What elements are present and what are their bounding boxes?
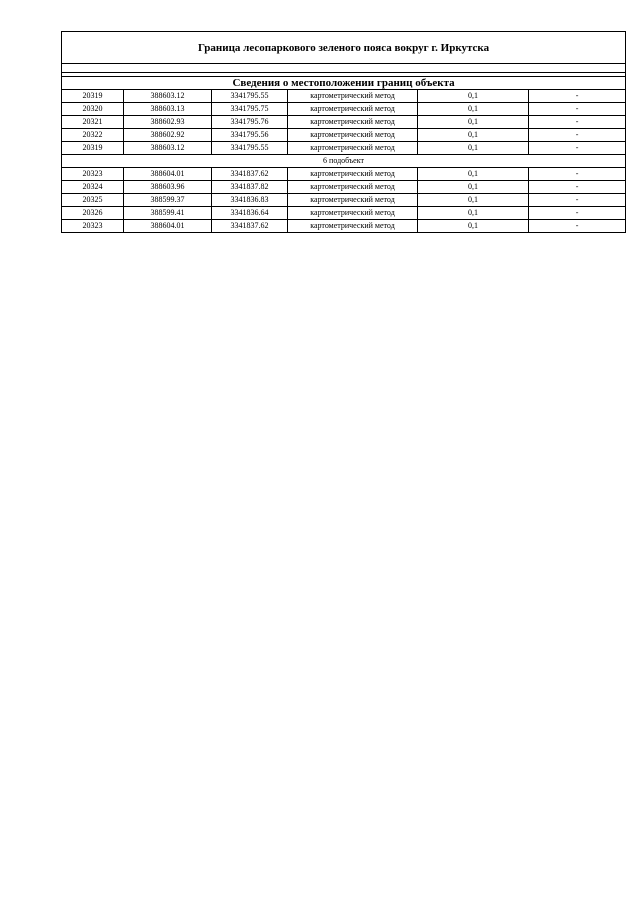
- document-title: Граница лесопаркового зеленого пояса вокруг г. Иркутска: [62, 32, 626, 64]
- table-row: [62, 103, 626, 116]
- method-cell: картометрический метод: [288, 181, 418, 194]
- y-coordinate-cell: 3341795.75: [212, 103, 288, 116]
- accuracy-cell: 0,1: [418, 168, 529, 181]
- point-number-cell: 20319: [62, 90, 124, 103]
- document-page: [61, 31, 625, 233]
- x-coordinate-cell: 388603.13: [124, 103, 212, 116]
- point-number-cell: 20321: [62, 116, 124, 129]
- accuracy-cell: 0,1: [418, 90, 529, 103]
- x-coordinate-cell: 388604.01: [124, 168, 212, 181]
- table-row: [62, 116, 626, 129]
- method-cell: картометрический метод: [288, 103, 418, 116]
- x-coordinate-cell: 388603.12: [124, 142, 212, 155]
- method-cell: картометрический метод: [288, 129, 418, 142]
- accuracy-cell: 0,1: [418, 207, 529, 220]
- description-cell: -: [529, 194, 626, 207]
- description-cell: -: [529, 103, 626, 116]
- description-cell: -: [529, 207, 626, 220]
- y-coordinate-cell: 3341837.82: [212, 181, 288, 194]
- table-row: [62, 142, 626, 155]
- y-coordinate-cell: 3341837.62: [212, 168, 288, 181]
- method-cell: картометрический метод: [288, 194, 418, 207]
- description-cell: -: [529, 90, 626, 103]
- x-coordinate-cell: 388602.92: [124, 129, 212, 142]
- description-cell: -: [529, 168, 626, 181]
- method-cell: картометрический метод: [288, 168, 418, 181]
- table-row: [62, 194, 626, 207]
- method-cell: картометрический метод: [288, 220, 418, 233]
- description-cell: -: [529, 116, 626, 129]
- point-number-cell: 20322: [62, 129, 124, 142]
- table-row: [62, 207, 626, 220]
- table-row: [62, 220, 626, 233]
- x-coordinate-cell: 388604.01: [124, 220, 212, 233]
- y-coordinate-cell: 3341795.56: [212, 129, 288, 142]
- description-cell: -: [529, 181, 626, 194]
- x-coordinate-cell: 388599.41: [124, 207, 212, 220]
- y-coordinate-cell: 3341836.83: [212, 194, 288, 207]
- accuracy-cell: 0,1: [418, 142, 529, 155]
- point-number-cell: 20323: [62, 220, 124, 233]
- x-coordinate-cell: 388599.37: [124, 194, 212, 207]
- table-row: [62, 181, 626, 194]
- description-cell: -: [529, 142, 626, 155]
- point-number-cell: 20324: [62, 181, 124, 194]
- description-cell: -: [529, 220, 626, 233]
- table-row: [62, 90, 626, 103]
- point-number-cell: 20320: [62, 103, 124, 116]
- accuracy-cell: 0,1: [418, 220, 529, 233]
- x-coordinate-cell: 388602.93: [124, 116, 212, 129]
- method-cell: картометрический метод: [288, 90, 418, 103]
- description-cell: -: [529, 129, 626, 142]
- table-row: [62, 129, 626, 142]
- boundary-table: [61, 31, 626, 233]
- point-number-cell: 20326: [62, 207, 124, 220]
- subobject-row: [62, 155, 626, 168]
- y-coordinate-cell: 3341795.76: [212, 116, 288, 129]
- point-number-cell: 20323: [62, 168, 124, 181]
- blank-row: [62, 64, 626, 73]
- section-title: Сведения о местоположении границ объекта: [62, 77, 626, 90]
- y-coordinate-cell: 3341795.55: [212, 90, 288, 103]
- y-coordinate-cell: 3341836.64: [212, 207, 288, 220]
- point-number-cell: 20319: [62, 142, 124, 155]
- x-coordinate-cell: 388603.96: [124, 181, 212, 194]
- accuracy-cell: 0,1: [418, 181, 529, 194]
- subobject-label: 6 подобъект: [62, 155, 626, 168]
- method-cell: картометрический метод: [288, 116, 418, 129]
- accuracy-cell: 0,1: [418, 194, 529, 207]
- y-coordinate-cell: 3341837.62: [212, 220, 288, 233]
- accuracy-cell: 0,1: [418, 129, 529, 142]
- x-coordinate-cell: 388603.12: [124, 90, 212, 103]
- y-coordinate-cell: 3341795.55: [212, 142, 288, 155]
- table-row: [62, 168, 626, 181]
- point-number-cell: 20325: [62, 194, 124, 207]
- accuracy-cell: 0,1: [418, 116, 529, 129]
- method-cell: картометрический метод: [288, 207, 418, 220]
- method-cell: картометрический метод: [288, 142, 418, 155]
- accuracy-cell: 0,1: [418, 103, 529, 116]
